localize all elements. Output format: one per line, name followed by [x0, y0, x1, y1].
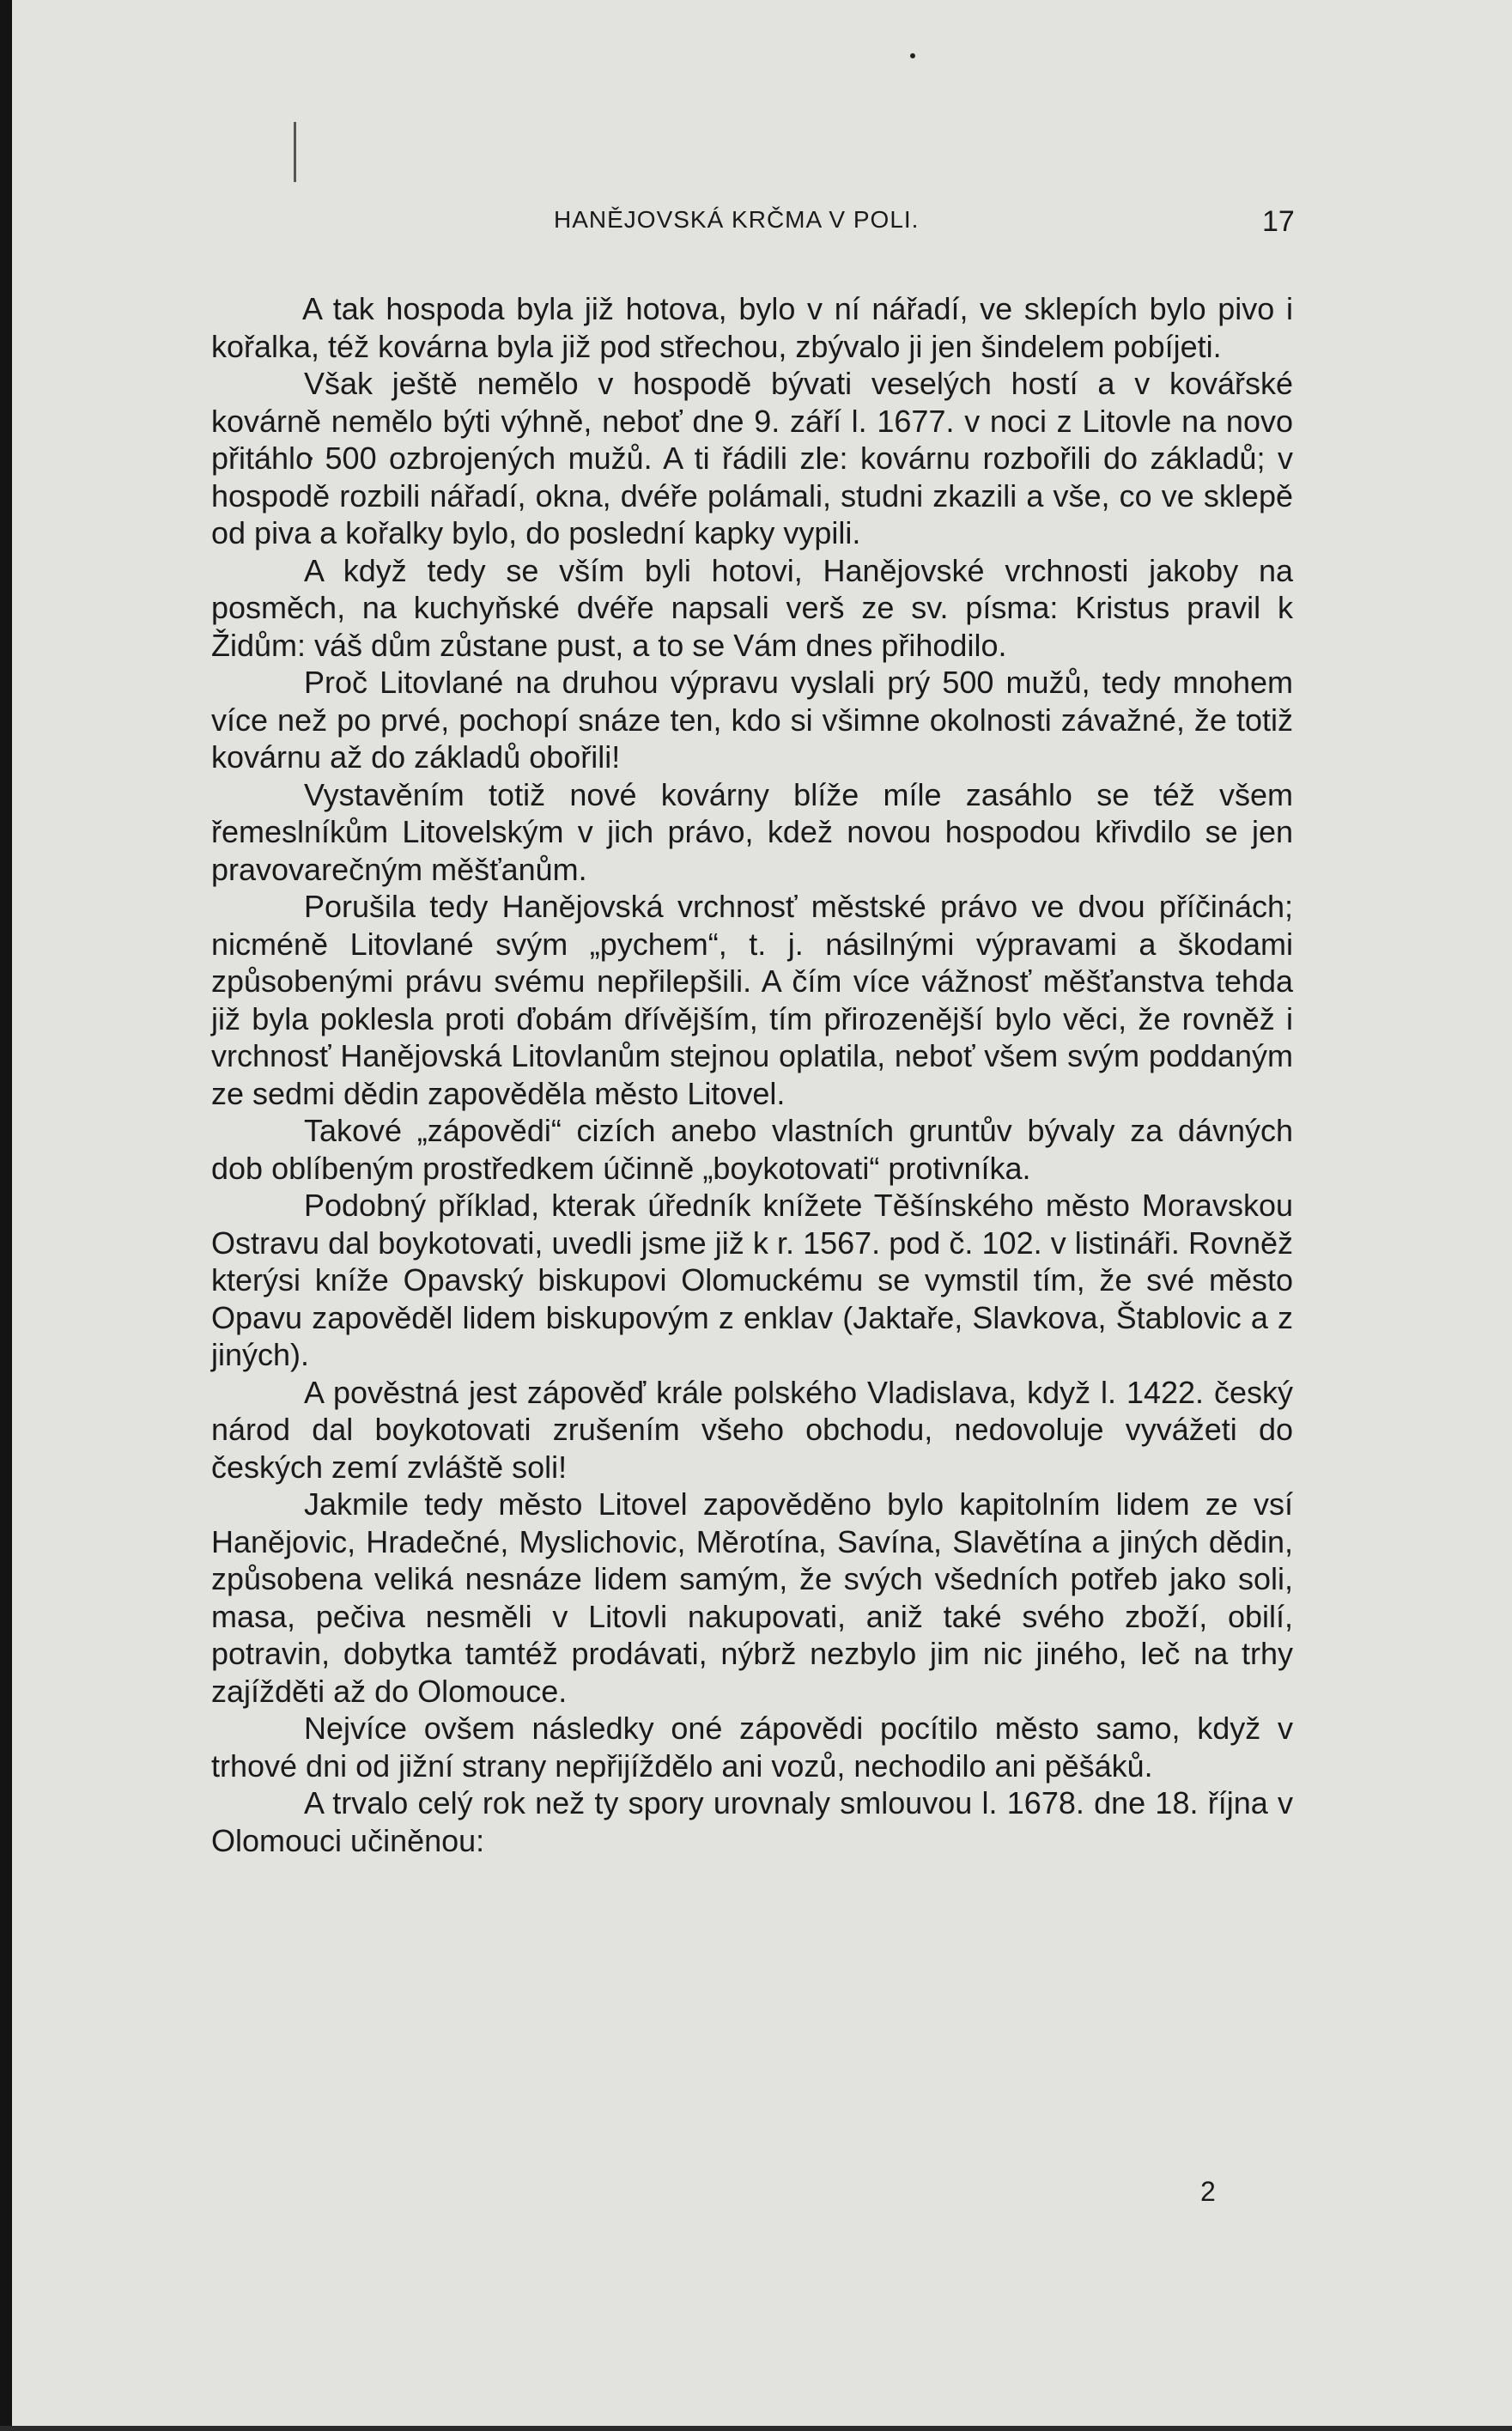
paragraph: A tak hospoda byla již hotova, bylo v ní nářadí, ve sklepích bylo pivo i kořalka, též kovárna byla již pod střechou, zbývalo ji jen šindelem pobíjeti.: [211, 291, 1293, 364]
page-binding-edge: [0, 0, 12, 2431]
paragraph: Takové „zápovědi“ cizích anebo vlastních gruntův bývaly za dávných dob oblíbeným prostředkem účinně „boykotovati“ protivníka.: [211, 1113, 1293, 1186]
paragraph: A když tedy se vším byli hotovi, Hanějovské vrchnosti jakoby na posměch, na kuchyňské dvéře napsali verš ze sv. písma: Kristus pravil k Židům: váš dům zůstane pust, a to se Vám dnes přihodilo.: [211, 552, 1293, 663]
paragraph: A pověstná jest zápověď krále polského Vladislava, když l. 1422. český národ dal boykotovati zrušením všeho obchodu, nedovoluje vyvážeti do českých zemí zvláště soli!: [211, 1374, 1293, 1485]
paragraph: A trvalo celý rok než ty spory urovnaly smlouvou l. 1678. dne 18. října v Olomouci učiněnou:: [211, 1785, 1293, 1858]
paper-speck: [910, 53, 915, 58]
paragraph: Podobný příklad, kterak úředník knížete Těšínského město Moravskou Ostravu dal boykotovati, uvedli jsme již k r. 1567. pod č. 102. v listináři. Rovněž kterýsi kníže Opavský biskupovi Olomuckému se vymstil tím, že své město Opavu zapověděl lidem biskupovým z enklav (Jaktaře, Slavkova, Štablovic a z jiných).: [211, 1188, 1293, 1372]
page-bottom-edge: [0, 2426, 1512, 2431]
paragraph: Porušila tedy Hanějovská vrchnosť městské právo ve dvou příčinách; nicméně Litovlané svým „pychem“, t. j. násilnými výpravami a škodami způsobenými právu svému nepřilepšili. A čím více vážnosť měšťanstva tehda již byla poklesla proti ďobám dřívějším, tím přirozenější bylo věci, že rovněž i vrchnosť Hanějovská Litovlanům stejnou oplatila, neboť všem svým poddaným ze sedmi dědin zapověděla město Litovel.: [211, 889, 1293, 1111]
paragraph: Nejvíce ovšem následky oné zápovědi pocítilo město samo, když v trhové dni od jižní strany nepřijíždělo ani vozů, nechodilo ani pěšáků.: [211, 1711, 1293, 1784]
running-title: HANĚJOVSKÁ KRČMA V POLI.: [554, 206, 920, 233]
signature-mark: 2: [1200, 2176, 1216, 2207]
paragraph: Jakmile tedy město Litovel zapověděno bylo kapitolním lidem ze vsí Hanějovic, Hradečné, Myslichovic, Měrotína, Savína, Slavětína a jiných dědin, způsobena veliká nesnáze lidem samým, že svých všedních potřeb jako soli, masa, pečiva nesměli v Litovli nakupovati, aniž také svého zboží, obilí, potravin, dobytka tamtéž prodávati, nýbrž nezbylo jim nic jiného, leč na trhy zajížděti až do Olomouce.: [211, 1486, 1293, 1709]
page-number: 17: [1262, 205, 1295, 238]
body-text: [211, 290, 1293, 1859]
paragraph: Však ještě nemělo v hospodě bývati veselých hostí a v kovářské kovárně nemělo býti výhně, neboť dne 9. září l. 1677. v noci z Litovle na novo přitáhlo 500 ozbrojených mužů. A ti řádili zle: kovárnu rozbořili do základů; v hospodě rozbili nářadí, okna, dvéře polámali, studni zkazili a vše, co ve sklepě od piva a kořalky bylo, do poslední kapky vypili.: [211, 366, 1293, 550]
margin-mark: [294, 122, 296, 182]
paragraph: Vystavěním totiž nové kovárny blíže míle zasáhlo se též všem řemeslníkům Litovelským v jich právo, kdež novou hospodou křivdilo se jen pravovarečným měšťanům.: [211, 776, 1293, 887]
paragraph: Proč Litovlané na druhou výpravu vyslali prý 500 mužů, tedy mnohem více než po prvé, pochopí snáze ten, kdo si všimne okolnosti závažné, že totiž kovárnu až do základů obořili!: [211, 665, 1293, 775]
running-head: [0, 203, 1512, 237]
